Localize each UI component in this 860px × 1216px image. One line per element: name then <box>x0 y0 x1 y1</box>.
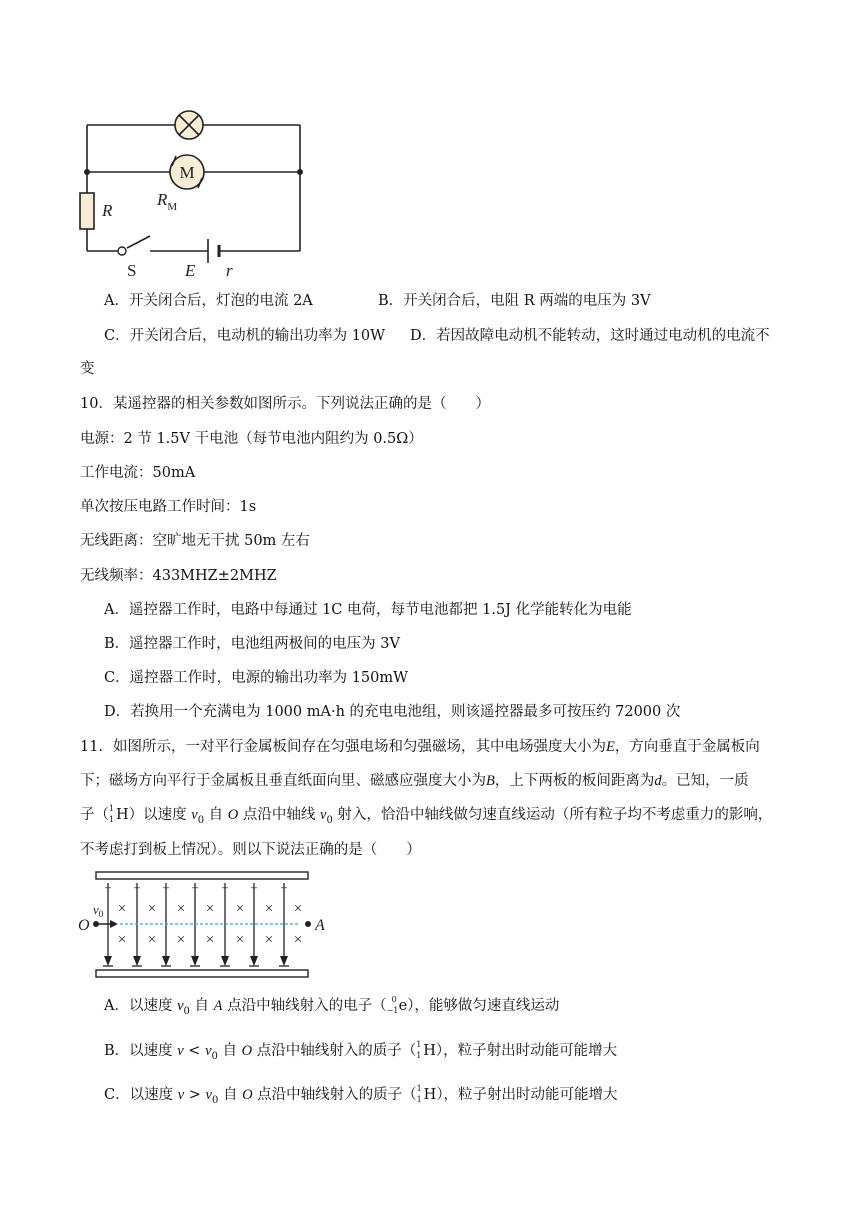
top-plate <box>96 872 308 879</box>
plus-charge-icon: + <box>104 880 112 895</box>
emf-label: E <box>185 261 196 280</box>
field-arrow-icon <box>162 956 170 966</box>
point-o-label: O <box>78 917 90 934</box>
field-arrow-icon <box>280 956 288 966</box>
q9-option-d[interactable]: D．若因故障电动机不能转动，这时通过电动机的电流不 <box>410 328 770 344</box>
plus-charge-icon: + <box>133 880 141 895</box>
switch-icon <box>118 247 126 255</box>
magnetic-field-cross-icon: × <box>293 901 303 917</box>
motor-symbol: M <box>179 163 195 182</box>
magnetic-field-cross-icon: × <box>117 901 127 917</box>
magnetic-field-cross-icon: × <box>264 901 274 917</box>
battery-icon <box>208 239 219 263</box>
plus-charge-icon: + <box>191 880 199 895</box>
field-arrow-icon <box>221 956 229 966</box>
q11-stem-line-2: 下；磁场方向平行于金属板且垂直纸面向里、磁感应强度大小为B，上下两板的板间距离为d。已知，一质 <box>80 773 749 789</box>
q11-stem-line-4: 不考虑打到板上情况）。则以下说法正确的是（ ） <box>80 842 421 858</box>
internal-resistance-label: r <box>226 261 233 280</box>
velocity-label: $v_0$ <box>93 902 104 919</box>
junction-dot-left <box>84 169 90 175</box>
q11-option-b[interactable]: B．以速度 $v < v_0$ 自 O 点沿中轴线射入的质子（ 1 1 H），粒子射出时动能可能增大 <box>104 1040 618 1062</box>
field-arrow-icon <box>191 956 199 966</box>
magnetic-field-cross-icon: × <box>147 901 157 917</box>
q11-option-c[interactable]: C．以速度 $v > v_0$ 自 O 点沿中轴线射入的质子（ 1 1 H），粒子射出时动能可能增大 <box>104 1084 618 1106</box>
q11-stem-line-1: 11．如图所示，一对平行金属板间存在匀强电场和匀强磁场，其中电场强度大小为E，方向垂直于金属板向 <box>80 739 760 755</box>
field-arrow-icon <box>104 956 112 966</box>
magnetic-field-cross-icon: × <box>235 932 245 948</box>
plus-charge-icon: + <box>221 880 229 895</box>
magnetic-field-cross-icon: × <box>147 932 157 948</box>
q11-option-a[interactable]: A．以速度 $v_0$ 自 A 点沿中轴线射入的电子（ 0 −1 e），能够做匀速直线运动 <box>104 995 560 1017</box>
q10-option-d[interactable]: D．若换用一个充满电为 1000 mA·h 的充电电池组，则该遥控器最多可按压约 72000 次 <box>104 704 681 720</box>
magnetic-field-cross-icon: × <box>205 901 215 917</box>
q9-option-c[interactable]: C．开关闭合后，电动机的输出功率为 10W <box>104 328 386 344</box>
field-diagram <box>70 864 340 984</box>
junction-dot-right <box>297 169 303 175</box>
q10-param-3: 单次按压电路工作时间：1s <box>80 499 257 515</box>
point-o-dot <box>93 921 99 927</box>
magnetic-field-cross-icon: × <box>205 932 215 948</box>
magnetic-field-cross-icon: × <box>176 901 186 917</box>
motor-resistance-label: $R_M$ <box>157 190 178 213</box>
plus-charge-icon: + <box>162 880 170 895</box>
field-arrow-icon <box>250 956 258 966</box>
q10-option-c[interactable]: C．遥控器工作时，电源的输出功率为 150mW <box>104 670 409 686</box>
proton-notation: 1 1 H <box>109 804 129 824</box>
resistor-icon <box>80 193 94 229</box>
lamp-icon <box>175 111 203 139</box>
resistor-label: R <box>102 201 113 220</box>
magnetic-field-cross-icon: × <box>293 932 303 948</box>
q10-param-4: 无线距离：空旷地无干扰 50m 左右 <box>80 533 310 549</box>
switch-label: S <box>127 261 137 280</box>
magnetic-field-cross-icon: × <box>176 932 186 948</box>
q9-option-b[interactable]: B．开关闭合后，电阻 R 两端的电压为 3V <box>378 293 651 309</box>
q10-param-2: 工作电流：50mA <box>80 465 196 481</box>
q10-param-1: 电源：2 节 1.5V 干电池（每节电池内阻约为 0.5Ω） <box>80 431 423 447</box>
q10-stem: 10．某遥控器的相关参数如图所示。下列说法正确的是（ ） <box>80 396 490 412</box>
bottom-plate <box>96 970 308 977</box>
magnetic-field-cross-icon: × <box>117 932 127 948</box>
magnetic-field-cross-icon: × <box>264 932 274 948</box>
q9-option-a[interactable]: A．开关闭合后，灯泡的电流 2A <box>104 293 313 309</box>
magnetic-field-cross-icon: × <box>235 901 245 917</box>
electron-notation: 0 −1 e <box>386 995 408 1015</box>
plus-charge-icon: + <box>250 880 258 895</box>
point-a-dot <box>305 921 311 927</box>
q10-param-5: 无线频率：433MHZ±2MHZ <box>80 568 277 584</box>
q10-option-a[interactable]: A．遥控器工作时，电路中每通过 1C 电荷，每节电池都把 1.5J 化学能转化为电能 <box>104 602 632 618</box>
point-a-label: A <box>315 917 325 934</box>
q9-option-d-continued: 变 <box>80 361 95 377</box>
circuit-diagram <box>60 100 320 290</box>
plus-charge-icon: + <box>280 880 288 895</box>
motor-icon <box>170 155 204 189</box>
q11-stem-line-3: 子（ 1 1 H）以速度 $v_0$ 自 O 点沿中轴线 $v_0$ 射入，恰沿中轴线做匀速直线运动（所有粒子均不考虑重力的影响， <box>80 804 773 826</box>
field-lines <box>103 880 302 966</box>
q10-option-b[interactable]: B．遥控器工作时，电池组两极间的电压为 3V <box>104 636 400 652</box>
field-arrow-icon <box>133 956 141 966</box>
